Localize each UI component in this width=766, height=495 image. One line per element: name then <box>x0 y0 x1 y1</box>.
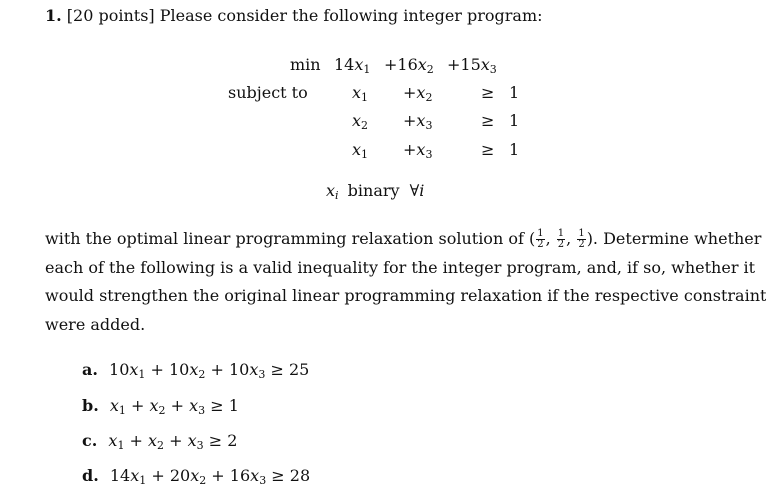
option-b-var-1: x <box>109 396 119 415</box>
option-d-label: d. <box>82 466 99 485</box>
option-d-plus-2: + <box>206 466 230 485</box>
option-c-relation: ≥ <box>208 431 223 450</box>
constraint-2-term-b <box>403 111 432 131</box>
objective-sub-3: 3 <box>489 63 497 76</box>
fraction-2-den: 2 <box>557 239 565 250</box>
fraction-2-num: 1 <box>557 228 565 239</box>
option-c-plus-1: + <box>124 431 149 450</box>
option-a-relation: ≥ <box>270 360 284 379</box>
constraint-2-term-a <box>352 111 368 131</box>
constraint-3-var-a: x <box>352 140 362 159</box>
option-c-sub-3: 3 <box>196 439 204 452</box>
option-d <box>82 466 310 486</box>
description-line-2: each of the following is a valid inequality for the integer program, and, if so, whether it <box>45 257 756 277</box>
option-c-var-2: x <box>148 431 158 450</box>
constraint-2-sub-a: 2 <box>361 119 369 132</box>
objective-min-label: min <box>290 55 321 74</box>
fraction-1-den: 2 <box>537 239 544 250</box>
objective-var-3: x <box>480 55 490 74</box>
constraint-3-relation: ≥ <box>481 140 495 159</box>
constraint-2-rhs: 1 <box>509 111 520 130</box>
constraint-1-rhs: 1 <box>509 83 520 102</box>
solution-fraction-1 <box>536 229 544 250</box>
option-b-rhs: 1 <box>228 396 239 415</box>
option-c-sub-1: 1 <box>117 439 125 452</box>
constraint-2-relation: ≥ <box>481 111 495 130</box>
binary-var: x <box>326 181 336 200</box>
option-b-plus-2: + <box>165 396 190 415</box>
forall-symbol: ∀ <box>409 181 420 200</box>
option-d-coef-1: 14 <box>109 466 131 485</box>
objective-var-2: x <box>417 55 427 74</box>
problem-number: 1. <box>45 6 62 25</box>
constraint-1-var-b: +x <box>403 83 426 102</box>
description-before-solution: with the optimal linear programming relaxation solution of ( <box>45 229 536 248</box>
constraint-3-term-a <box>352 140 368 160</box>
objective-term-2 <box>384 55 434 75</box>
option-a-sub-3: 3 <box>258 368 266 381</box>
problem-intro: Please consider the following integer program: <box>159 6 543 25</box>
option-c <box>82 431 237 451</box>
option-d-expression <box>110 466 310 485</box>
constraint-3-rhs: 1 <box>509 140 520 159</box>
option-a-sub-2: 2 <box>198 368 206 381</box>
option-a-rhs: 25 <box>288 360 310 379</box>
option-a-coef-2: 10 <box>169 360 190 379</box>
solution-sep-2: , <box>566 229 577 248</box>
option-b-relation: ≥ <box>210 396 224 415</box>
option-d-sub-3: 3 <box>259 474 267 487</box>
option-b-label: b. <box>82 396 99 415</box>
description-line-4: were added. <box>45 314 146 334</box>
objective-sub-2: 2 <box>426 63 434 76</box>
objective-sub-1: 1 <box>363 63 371 76</box>
constraint-3-sub-a: 1 <box>361 148 369 161</box>
binary-constraint <box>326 181 424 201</box>
option-a-label: a. <box>82 360 98 379</box>
objective-term-3 <box>447 55 497 75</box>
description-paragraph <box>45 225 766 339</box>
option-a-plus-1: + <box>145 360 169 379</box>
objective-coef-1: 14 <box>334 55 355 74</box>
option-c-var-3: x <box>187 431 197 450</box>
option-c-expression <box>108 431 237 450</box>
option-b-plus-1: + <box>125 396 150 415</box>
option-d-var-1: x <box>130 466 140 485</box>
option-d-var-2: x <box>190 466 200 485</box>
option-b-sub-3: 3 <box>198 404 206 417</box>
solution-fraction-3 <box>577 229 585 250</box>
option-a-sub-1: 1 <box>138 368 146 381</box>
option-c-rhs: 2 <box>227 431 238 450</box>
option-b-expression <box>110 396 239 415</box>
fraction-3-num: 1 <box>578 228 585 239</box>
option-b-sub-1: 1 <box>118 404 126 417</box>
constraint-3-term-b <box>403 140 432 160</box>
constraint-3-var-b: +x <box>403 140 426 159</box>
binary-sub: i <box>335 189 339 202</box>
constraint-2-var-b: +x <box>403 111 426 130</box>
constraint-1-relation: ≥ <box>481 83 495 102</box>
option-d-coef-3: 16 <box>229 466 251 485</box>
subject-to-label: subject to <box>228 83 308 102</box>
option-d-sub-2: 2 <box>199 474 207 487</box>
fraction-1-num: 1 <box>537 228 544 239</box>
objective-var-1: x <box>354 55 364 74</box>
solution-sep-1: , <box>545 229 556 248</box>
option-a-var-3: x <box>249 360 259 379</box>
option-a-coef-3: 10 <box>228 360 250 379</box>
constraint-1-sub-a: 1 <box>361 91 369 104</box>
constraint-1-var-a: x <box>352 83 362 102</box>
description-line-1 <box>45 225 762 254</box>
forall-var: i <box>419 181 425 200</box>
option-a-expression <box>109 360 309 379</box>
option-c-sub-2: 2 <box>157 439 165 452</box>
objective-term-1 <box>334 55 370 75</box>
option-b-var-2: x <box>149 396 159 415</box>
objective-coef-2: +16 <box>384 55 418 74</box>
constraint-2-var-a: x <box>352 111 362 130</box>
option-d-relation: ≥ <box>271 466 285 485</box>
option-d-var-3: x <box>250 466 260 485</box>
constraint-2-sub-b: 3 <box>425 119 433 132</box>
problem-points: [20 points] <box>66 6 155 25</box>
option-b-var-3: x <box>189 396 199 415</box>
option-b-sub-2: 2 <box>158 404 166 417</box>
option-a-var-2: x <box>189 360 199 379</box>
problem-header <box>45 6 543 26</box>
option-a <box>82 360 309 380</box>
description-line-3: would strengthen the original linear programming relaxation if the respective constraint <box>45 286 766 305</box>
option-d-sub-1: 1 <box>139 474 147 487</box>
constraint-1-sub-b: 2 <box>425 91 433 104</box>
constraint-1-term-a <box>352 83 368 103</box>
option-c-var-1: x <box>108 431 118 450</box>
description-after-solution: ). Determine whether <box>586 229 762 248</box>
option-d-rhs: 28 <box>289 466 311 485</box>
option-b <box>82 396 239 416</box>
option-a-coef-1: 10 <box>109 360 130 379</box>
option-d-coef-2: 20 <box>169 466 191 485</box>
binary-word: binary <box>347 181 400 200</box>
objective-coef-3: +15 <box>447 55 481 74</box>
constraint-1-term-b <box>403 83 432 103</box>
constraint-3-sub-b: 3 <box>425 148 433 161</box>
option-a-var-1: x <box>129 360 139 379</box>
option-a-plus-2: + <box>205 360 229 379</box>
fraction-3-den: 2 <box>578 239 585 250</box>
solution-fraction-2 <box>557 229 565 250</box>
option-d-plus-1: + <box>146 466 170 485</box>
option-c-plus-2: + <box>164 431 188 450</box>
option-c-label: c. <box>82 431 98 450</box>
